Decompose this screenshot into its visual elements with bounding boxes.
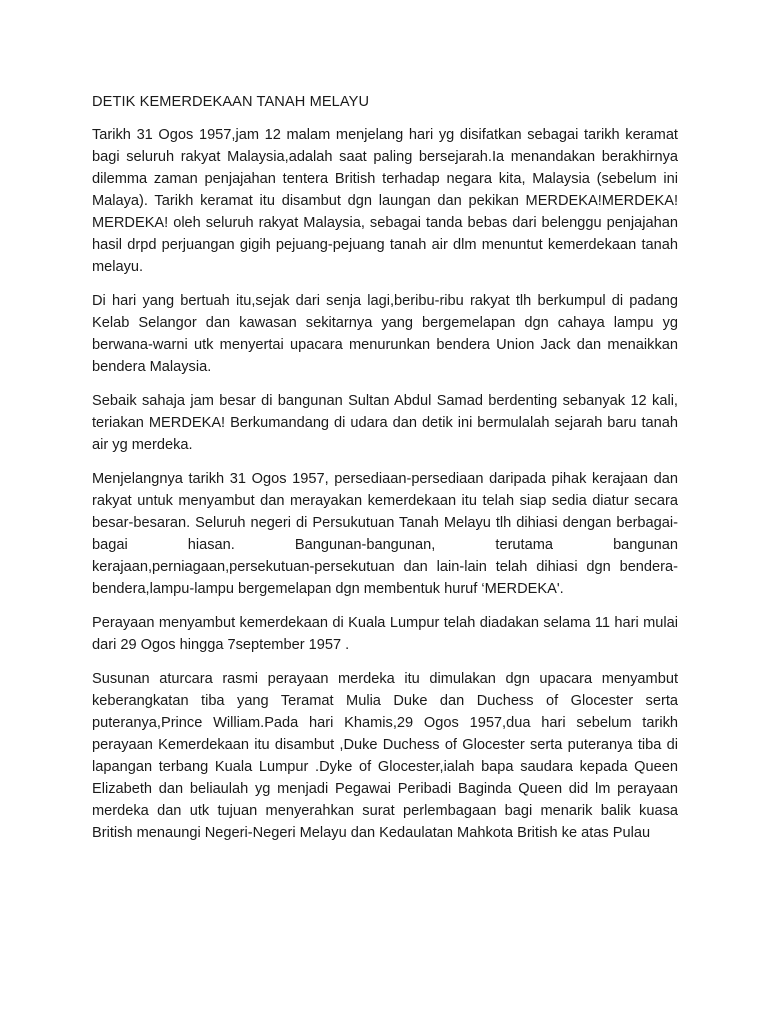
document-title: DETIK KEMERDEKAAN TANAH MELAYU bbox=[92, 94, 370, 110]
paragraph-4: Menjelangnya tarikh 31 Ogos 1957, persediaan-persediaan daripada pihak kerajaan dan rakyat untuk menyambut dan merayakan kemerdekaan itu telah siap sedia diatur secara besar-besaran. Seluruh negeri di Persukutuan Tanah Melayu tlh dihiasi dengan berbagai-bagai hiasan. Bangunan-bangunan, terutama bangunan kerajaan,perniagaan,persekutuan-persekutuan dan lain-lain telah dihiasi dgn bendera-bendera,lampu-lampu bergemelapan dgn membentuk huruf ‘MERDEKA'. bbox=[92, 471, 678, 597]
document-page bbox=[92, 92, 678, 856]
paragraph-1: Tarikh 31 Ogos 1957,jam 12 malam menjelang hari yg disifatkan sebagai tarikh keramat bagi seluruh rakyat Malaysia,adalah saat paling bersejarah.Ia menandakan berakhirnya dilemma zaman penjajahan tentera British terhadap negara kita, Malaysia (sebelum ini Malaya). Tarikh keramat itu disambut dgn laungan dan pekikan MERDEKA!MERDEKA! MERDEKA! oleh seluruh rakyat Malaysia, sebagai tanda bebas dari belenggu penjajahan hasil drpd perjuangan gigih pejuang-pejuang tanah air dlm menuntut kemerdekaan tanah melayu. bbox=[92, 127, 678, 275]
paragraph-5: Perayaan menyambut kemerdekaan di Kuala Lumpur telah diadakan selama 11 hari mulai dari 29 Ogos hingga 7september 1957 . bbox=[92, 615, 678, 653]
paragraph-3: Sebaik sahaja jam besar di bangunan Sultan Abdul Samad berdenting sebanyak 12 kali, teriakan MERDEKA! Berkumandang di udara dan detik ini bermulalah sejarah baru tanah air yg merdeka. bbox=[92, 393, 678, 453]
paragraph-2: Di hari yang bertuah itu,sejak dari senja lagi,beribu-ribu rakyat tlh berkumpul di padang Kelab Selangor dan kawasan sekitarnya yang bergemelapan dgn cahaya lampu yg berwana-warni utk menyertai upacara menurunkan bendera Union Jack dan menaikkan bendera Malaysia. bbox=[92, 293, 678, 375]
paragraph-6: Susunan aturcara rasmi perayaan merdeka itu dimulakan dgn upacara menyambut keberangkatan tiba yang Teramat Mulia Duke dan Duchess of Glocester serta puteranya,Prince William.Pada hari Khamis,29 Ogos 1957,dua hari sebelum tarikh perayaan Kemerdekaan itu disambut ,Duke Duchess of Glocester serta puteranya tiba di lapangan terbang Kuala Lumpur .Dyke of Glocester,ialah bapa saudara kepada Queen Elizabeth dan beliaulah yg menjadi Pegawai Peribadi Baginda Queen did lm perayaan merdeka dan utk tujuan menyerahkan surat perlembagaan bagi menarik balik kuasa British menaungi Negeri-Negeri Melayu dan Kedaulatan Mahkota British ke atas Pulau bbox=[92, 671, 678, 841]
